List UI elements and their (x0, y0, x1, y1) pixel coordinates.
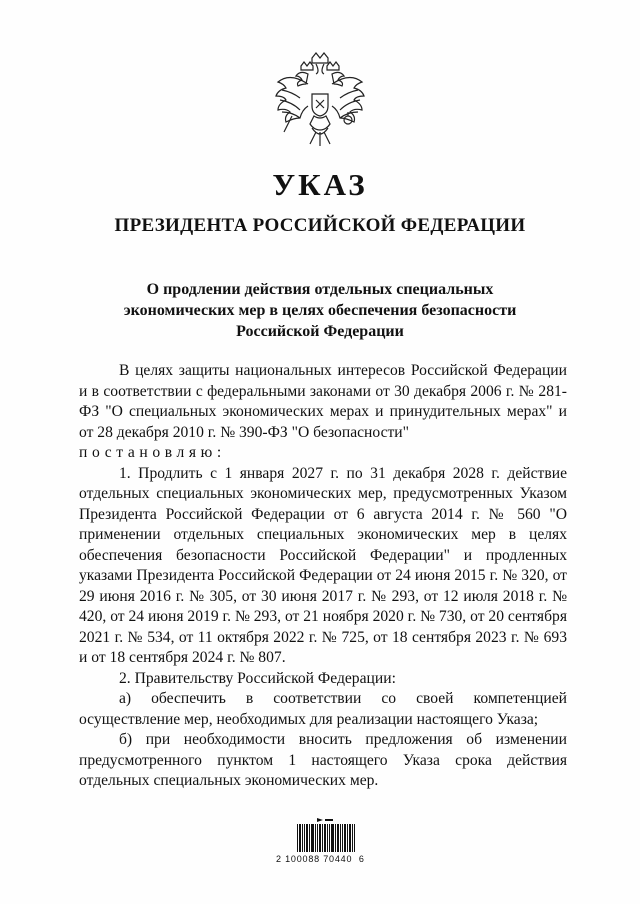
decree-heading (110, 279, 530, 342)
barcode-digits: 2 100088 70440 6 (276, 854, 365, 864)
item-2b-paragraph: б) при необходимости вносить предложения об изменении предусмотренного пунктом 1 настоящего Указа срока действия отдельных специальных экономических мер. (79, 731, 567, 789)
item-1-paragraph: 1. Продлить с 1 января 2027 г. по 31 декабря 2028 г. действие отдельных специальных экономических мер, предусмотренных Указом Президента Российской Федерации от 6 августа 2014 г. № 560 "О применении отдельных специальных экономических мер в целях обеспечения безопасности Российской Федерации" и продленных указами Президента Российской Федерации от 24 июня 2015 г. № 320, от 29 июня 2016 г. № 305, от 30 июня 2017 г. № 293, от 12 июля 2018 г. № 420, от 24 июня 2019 г. № 293, от 21 ноября 2020 г. № 730, от 20 сентября 2021 г. № 534, от 11 октября 2022 г. № 725, от 18 сентября 2023 г. № 693 и от 18 сентября 2024 г. № 807. (79, 464, 567, 666)
resolution-word: постановляю: (79, 444, 226, 461)
heading-line: Российской Федерации (236, 323, 404, 340)
heading-line: О продлении действия отдельных специальных (146, 281, 494, 298)
heading-line: экономических мер в целях обеспечения безопасности (123, 302, 517, 319)
decree-subtitle: ПРЕЗИДЕНТА РОССИЙСКОЙ ФЕДЕРАЦИИ (114, 215, 526, 236)
decree-body (79, 361, 567, 792)
item-2a-paragraph: а) обеспечить в соответствии со своей компетенцией осуществление мер, необходимых для реализации настоящего Указа; (79, 690, 567, 728)
preamble-paragraph: В целях защиты национальных интересов Российской Федерации и в соответствии с федеральными законами от 30 декабря 2006 г. № 281-ФЗ "О специальных экономических мерах и принудительных мерах" и от 28 декабря 2010 г. № 390-ФЗ "О безопасности" (79, 362, 567, 441)
item-2-paragraph: 2. Правительству Российской Федерации: (119, 669, 396, 687)
decree-title: УКАЗ (272, 167, 368, 202)
double-headed-eagle-emblem-icon (272, 50, 368, 150)
barcode-icon (297, 818, 355, 852)
